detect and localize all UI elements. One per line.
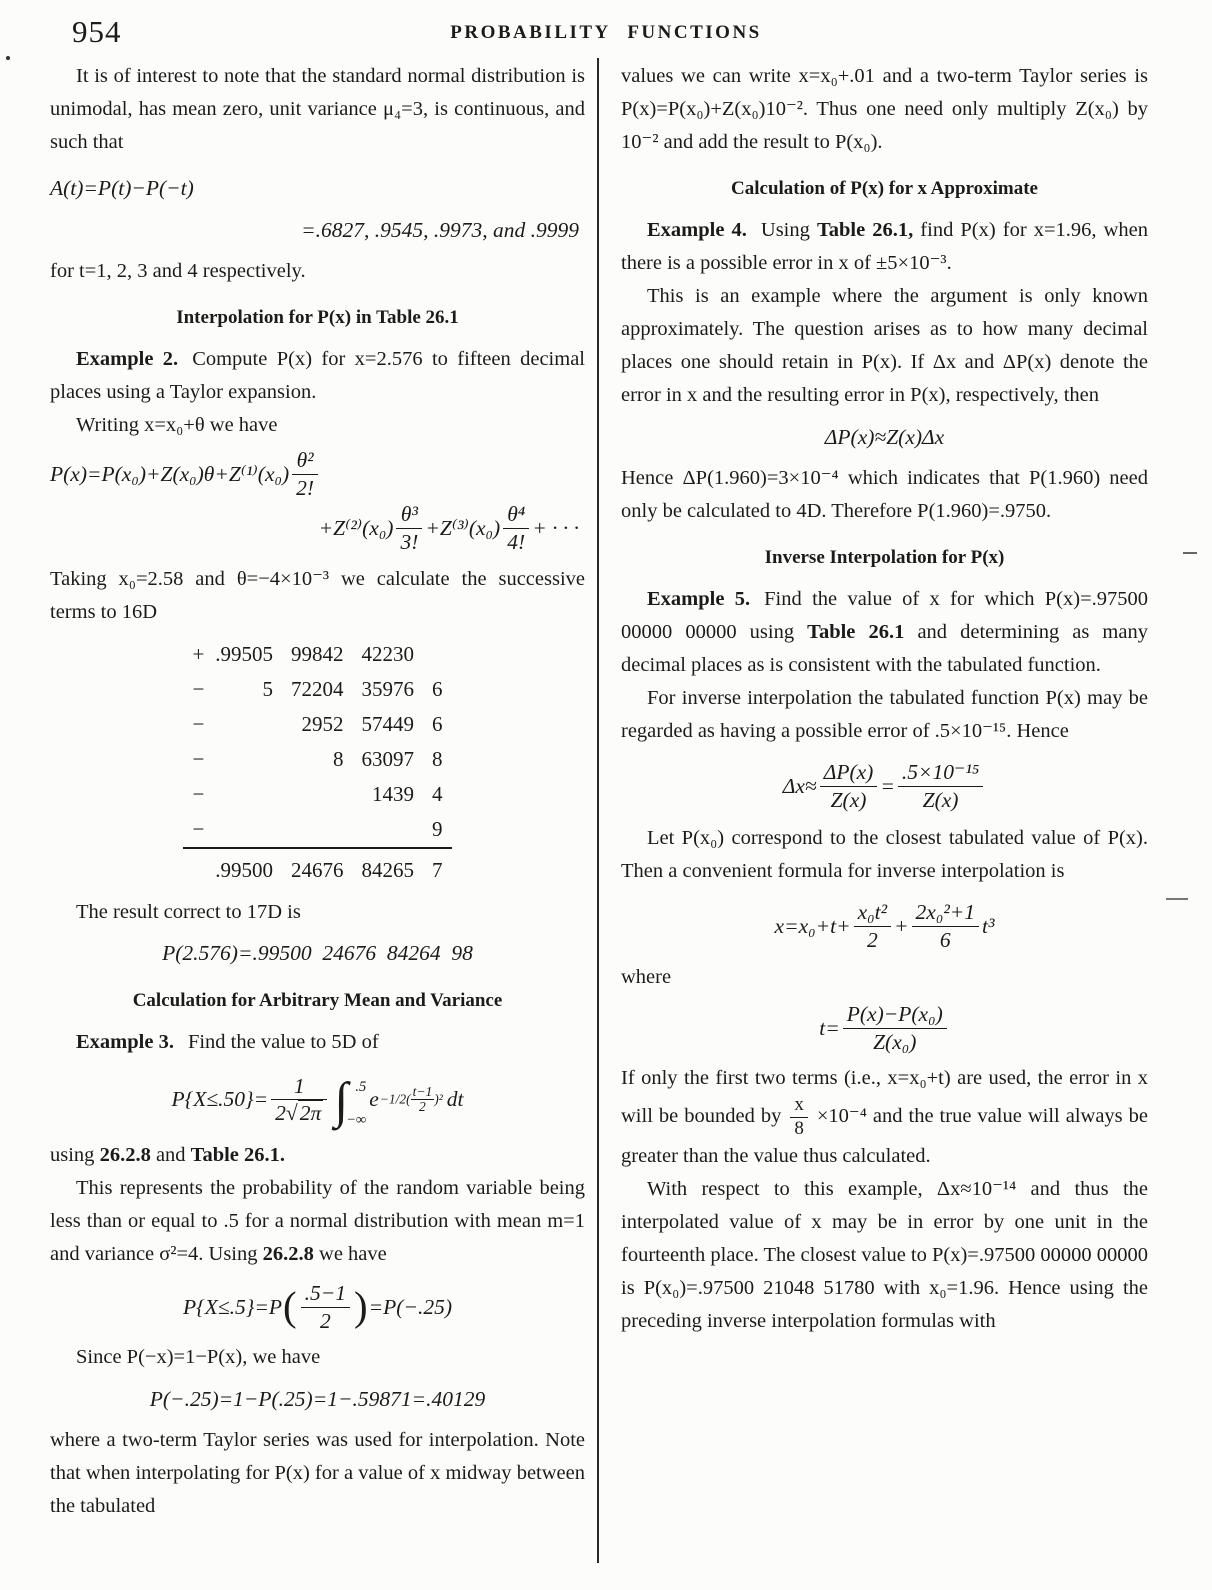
table-row: + .99505 99842 42230 xyxy=(192,641,415,666)
equation-t-formula: t= $\frac{\text{P(x)−P(x₀)}}{\text{Z(x₀)}}$ xyxy=(621,1002,1148,1054)
equation-delta-p: ΔP(x)≈Z(x)Δx xyxy=(824,424,945,449)
paragraph-writing: Writing x=x₀+θ we have xyxy=(76,414,278,436)
paragraph-hence-4d: Hence ΔP(1.960)=3×10⁻⁴ which indicates that P(1.960) need only be calculated to 4D. Therefore P(1.960)=.9750. xyxy=(621,467,1148,522)
integral-sign: ∫ xyxy=(334,1071,349,1128)
table-row: − 9 xyxy=(192,816,443,841)
paragraph-inverse-error: For inverse interpolation the tabulated function P(x) may be regarded as having a possible error of .5×10⁻¹⁵. Hence xyxy=(621,687,1148,742)
paragraph-result-17d: The result correct to 17D is xyxy=(76,900,301,923)
example-2-text: Compute P(x) for x=2.576 to fifteen decimal places using a Taylor expansion. xyxy=(50,348,585,403)
section-heading-interpolation: Interpolation for P(x) in Table 26.1 xyxy=(176,307,459,328)
section-heading-inverse: Inverse Interpolation for P(x) xyxy=(764,547,1005,568)
fraction: $\frac{\Delta P(x)}{Z(x)}$ xyxy=(820,760,878,812)
equation-p-negative: P(−.25)=1−P(.25)=1−.59871=.40129 xyxy=(149,1386,486,1411)
paragraph-let-p0: Let P(x₀) correspond to the closest tabulated value of P(x). Then a convenient formula for inverse interpolation is xyxy=(621,827,1148,883)
scan-artifact-dash xyxy=(1183,552,1197,554)
page-number: 954 xyxy=(72,14,122,49)
paragraph-values-continued: values we can write x=x₀+.01 and a two-term Taylor series is P(x)=P(x₀)+Z(x₀)10⁻². Thus one need only multiply Z(x₀) by 10⁻² and add the result to P(x₀). xyxy=(621,65,1148,153)
paragraph-standard-normal: It is of interest to note that the standard normal distribution is unimodal, has mean zero, unit variance μ₄=3, is continuous, and such that xyxy=(50,65,585,153)
paragraph-example-2 xyxy=(50,343,585,409)
table-row: − 8 63097 8 xyxy=(192,746,443,771)
integral-limits: .5 −∞ xyxy=(346,1078,367,1128)
section-heading-arbitrary: Calculation for Arbitrary Mean and Variance xyxy=(132,989,503,1011)
scan-artifact-dot xyxy=(6,56,10,60)
equation-integral: P{X≤.50}= $\frac{1}{2√2\pi}$ ∫ .5 −∞ e −1/2( $\frac{t-1}{2}$ )² dt xyxy=(171,1071,464,1128)
radical-sign: √ xyxy=(285,1101,298,1126)
example-5-label: Example 5. xyxy=(647,588,751,610)
paragraph-where-two-term: where a two-term Taylor series was used for interpolation. Note that when interpolating for P(x) for a value of x midway between the tabulated xyxy=(50,1429,585,1518)
equation-inverse-formula: x=x₀+t+ $\frac{\text{x₀t²}}{2}$ + $\frac{\text{2x₀²+1}}{6}$ t³ xyxy=(774,900,995,953)
equation-taylor-line1: P(x)=P(x₀)+Z(x₀)θ+Z⁽¹⁾(x₀) $\frac{\text{θ²}}{2!}$ xyxy=(50,448,585,500)
column-divider xyxy=(597,58,599,1563)
paragraph-first-two-terms: If only the first two terms (i.e., x=x₀+t) are used, the error in x will be bounded by $\frac{x}{8}$ ×10⁻⁴ and the true value will always be greater than the value thus calculated. xyxy=(621,1067,1148,1168)
equation-delta-x: Δx≈ $\frac{\Delta P(x)}{Z(x)}$ = $\frac{\text{.5×10⁻¹⁵}}{Z(x)}$ xyxy=(621,760,1148,812)
table-total-row: .99500 24676 84265 7 xyxy=(183,848,451,888)
table-row: − 2952 57449 6 xyxy=(192,711,443,736)
example-3-text: Find the value to 5D of xyxy=(187,1030,379,1053)
fraction: $\frac{\text{P(x)−P(x₀)}}{\text{Z(x₀)}}$ xyxy=(843,1002,947,1054)
equation-p-half: P{X≤.5}=P ( $\frac{.5-1}{2}$ ) =P(−.25) xyxy=(183,1280,452,1333)
fraction: $\frac{\text{.5×10⁻¹⁵}}{Z(x)}$ xyxy=(898,760,983,812)
equation-taylor-line2: +Z⁽²⁾(x₀) $\frac{\text{θ³}}{3!}$ +Z⁽³⁾(x₀) $\frac{\text{θ⁴}}{4!}$ + · · · xyxy=(318,502,579,555)
paragraph-for-t: for t=1, 2, 3 and 4 respectively. xyxy=(50,260,306,282)
fraction: $\frac{\text{2x₀²+1}}{6}$ xyxy=(912,900,979,952)
table-row: − 1439 4 xyxy=(192,781,443,806)
paragraph-with-respect: With respect to this example, Δx≈10⁻¹⁴ and thus the interpolated value of x may be in error by one unit in the fourteenth place. The closest value to P(x)=.97500 00000 00000 is P(x₀)=.97500 21048 51780 with x₀=1.96. Hence using the preceding inverse interpolation formulas with xyxy=(621,1178,1148,1333)
fraction: $\frac{\text{θ²}}{2!}$ xyxy=(292,448,318,500)
paragraph-example-4: Example 4. Using Table 26.1, find P(x) for x=1.96, when there is a possible error in x of ±5×10⁻³. xyxy=(621,219,1148,274)
paragraph-taking: Taking x₀=2.58 and θ=−4×10⁻³ we calculate the successive terms to 16D xyxy=(50,567,585,623)
table-row: − 5 72204 35976 6 xyxy=(192,676,443,701)
left-column xyxy=(50,60,585,1523)
scan-artifact-dash xyxy=(1166,898,1188,900)
right-column xyxy=(621,60,1148,1338)
page-title: PROBABILITY FUNCTIONS xyxy=(450,22,762,43)
fraction: $\frac{\text{x₀t²}}{2}$ xyxy=(854,900,891,952)
equation-A-definition: A(t)=P(t)−P(−t) xyxy=(50,175,194,200)
example-3-label: Example 3. xyxy=(76,1030,174,1053)
paragraph-where: where xyxy=(621,965,672,988)
close-paren: ) xyxy=(354,1283,368,1329)
equation-A-values: =.6827, .9545, .9973, and .9999 xyxy=(301,217,579,242)
fraction: $\frac{1}{2√2\pi}$ xyxy=(271,1074,327,1126)
paragraph-example-5: Example 5. Find the value of x for which P(x)=.97500 00000 00000 using Table 26.1 and determining as many decimal places as is consistent with the tabulated function. xyxy=(621,588,1149,676)
fraction: $\frac{\text{θ³}}{3!}$ xyxy=(396,502,422,554)
paragraph-since: Since P(−x)=1−P(x), we have xyxy=(76,1346,321,1369)
open-paren: ( xyxy=(283,1283,297,1329)
paragraph-using-2628: using 26.2.8 and Table 26.1. xyxy=(50,1143,286,1166)
fraction: $\frac{.5-1}{2}$ xyxy=(301,1281,350,1333)
paragraph-example-3 xyxy=(50,1026,585,1059)
example-4-label: Example 4. xyxy=(647,219,747,241)
exponent: −1/2( $\frac{t-1}{2}$ )² xyxy=(379,1083,443,1115)
inline-fraction: $\frac{x}{8}$ xyxy=(790,1095,808,1140)
paragraph-this-represents: This represents the probability of the random variable being less than or equal to .5 for a normal distribution with mean m=1 and variance σ²=4. Using 26.2.8 we have xyxy=(50,1176,585,1265)
example-2-label: Example 2. xyxy=(76,348,179,370)
section-heading-calculation: Calculation of P(x) for x Approximate xyxy=(731,178,1038,199)
equation-result: P(2.576)=.99500 24676 84264 98 xyxy=(162,941,473,966)
fraction: $\frac{\text{θ⁴}}{4!}$ xyxy=(503,502,529,554)
paragraph-argument-approximate: This is an example where the argument is only known approximately. The question arises as to how many decimal places one should retain in P(x). If Δx and ΔP(x) denote the error in x and the resulting error in P(x), respectively, then xyxy=(621,285,1148,406)
sum-table xyxy=(183,637,451,888)
